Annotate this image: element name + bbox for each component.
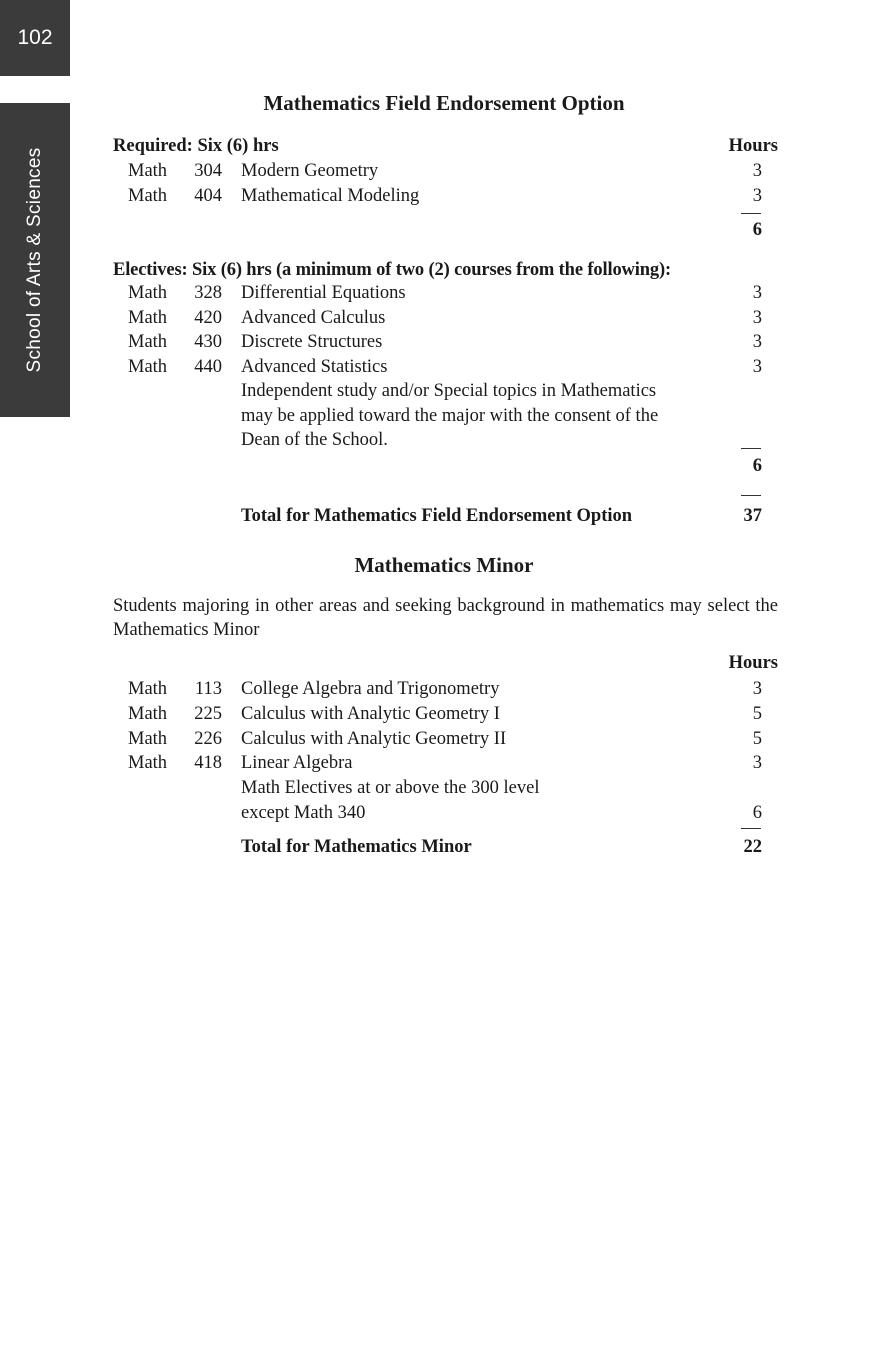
course-hours: 3 (752, 679, 762, 699)
course-title: Calculus with Analytic Geometry II (241, 729, 507, 749)
minor-electives-line: except Math 340 (241, 803, 366, 823)
course-number: 418 (194, 753, 222, 773)
course-title: Linear Algebra (241, 753, 353, 773)
endorsement-total-label: Total for Mathematics Field Endorsement Option (241, 506, 633, 526)
page-number: 102 (17, 26, 53, 49)
minor-intro: Students majoring in other areas and seeking background in mathematics may select the Mathematics Minor (113, 596, 778, 640)
hours-header: Hours (728, 136, 778, 156)
course-subject: Math (128, 161, 168, 181)
course-hours: 3 (752, 308, 762, 328)
minor-electives-hours: 6 (752, 803, 762, 823)
course-number: 328 (194, 283, 222, 303)
endorsement-total: 37 (743, 506, 762, 526)
course-subject: Math (128, 283, 168, 303)
elective-note-line: Dean of the School. (241, 430, 388, 450)
course-number: 113 (194, 679, 222, 699)
subtotal-rule (741, 213, 761, 214)
minor-hours-header: Hours (728, 653, 778, 673)
minor-heading: Mathematics Minor (354, 553, 534, 577)
course-number: 304 (194, 161, 222, 181)
course-hours: 5 (752, 704, 762, 724)
course-title: Modern Geometry (241, 161, 379, 181)
required-subtotal: 6 (752, 220, 762, 240)
course-hours: 3 (752, 186, 762, 206)
total-rule (741, 828, 761, 829)
page-number-tab (0, 0, 70, 76)
course-subject: Math (128, 729, 168, 749)
required-label: Required: Six (6) hrs (113, 136, 279, 156)
course-hours: 3 (752, 332, 762, 352)
elective-note-line: Independent study and/or Special topics in Mathematics (241, 381, 657, 401)
course-subject: Math (128, 186, 168, 206)
electives-label: Electives: Six (6) hrs (a minimum of two (2) courses from the following): (113, 260, 672, 280)
course-subject: Math (128, 704, 168, 724)
endorsement-heading: Mathematics Field Endorsement Option (263, 91, 625, 115)
minor-electives-line: Math Electives at or above the 300 level (241, 778, 540, 798)
course-number: 225 (194, 704, 222, 724)
course-hours: 3 (752, 753, 762, 773)
course-title: Differential Equations (241, 283, 406, 303)
course-subject: Math (128, 357, 168, 377)
subtotal-rule (741, 448, 761, 449)
course-hours: 3 (752, 283, 762, 303)
course-subject: Math (128, 308, 168, 328)
total-rule (741, 495, 761, 496)
course-subject: Math (128, 332, 168, 352)
course-subject: Math (128, 679, 168, 699)
course-number: 420 (194, 308, 222, 328)
section-side-tab (0, 103, 70, 417)
elective-note-line: may be applied toward the major with the consent of the (241, 406, 659, 426)
course-title: Advanced Calculus (241, 308, 386, 328)
course-number: 440 (194, 357, 222, 377)
course-number: 404 (194, 186, 222, 206)
course-title: Advanced Statistics (241, 357, 388, 377)
course-title: Mathematical Modeling (241, 186, 420, 206)
course-hours: 3 (752, 357, 762, 377)
section-tab-label: School of Arts & Sciences (24, 147, 45, 373)
course-hours: 5 (752, 729, 762, 749)
electives-subtotal: 6 (752, 456, 762, 476)
course-number: 430 (194, 332, 222, 352)
course-title: College Algebra and Trigonometry (241, 679, 500, 699)
course-subject: Math (128, 753, 168, 773)
course-hours: 3 (752, 161, 762, 181)
course-title: Discrete Structures (241, 332, 383, 352)
minor-total: 22 (743, 837, 762, 857)
course-number: 226 (194, 729, 222, 749)
course-title: Calculus with Analytic Geometry I (241, 704, 500, 724)
minor-total-label: Total for Mathematics Minor (241, 837, 472, 857)
